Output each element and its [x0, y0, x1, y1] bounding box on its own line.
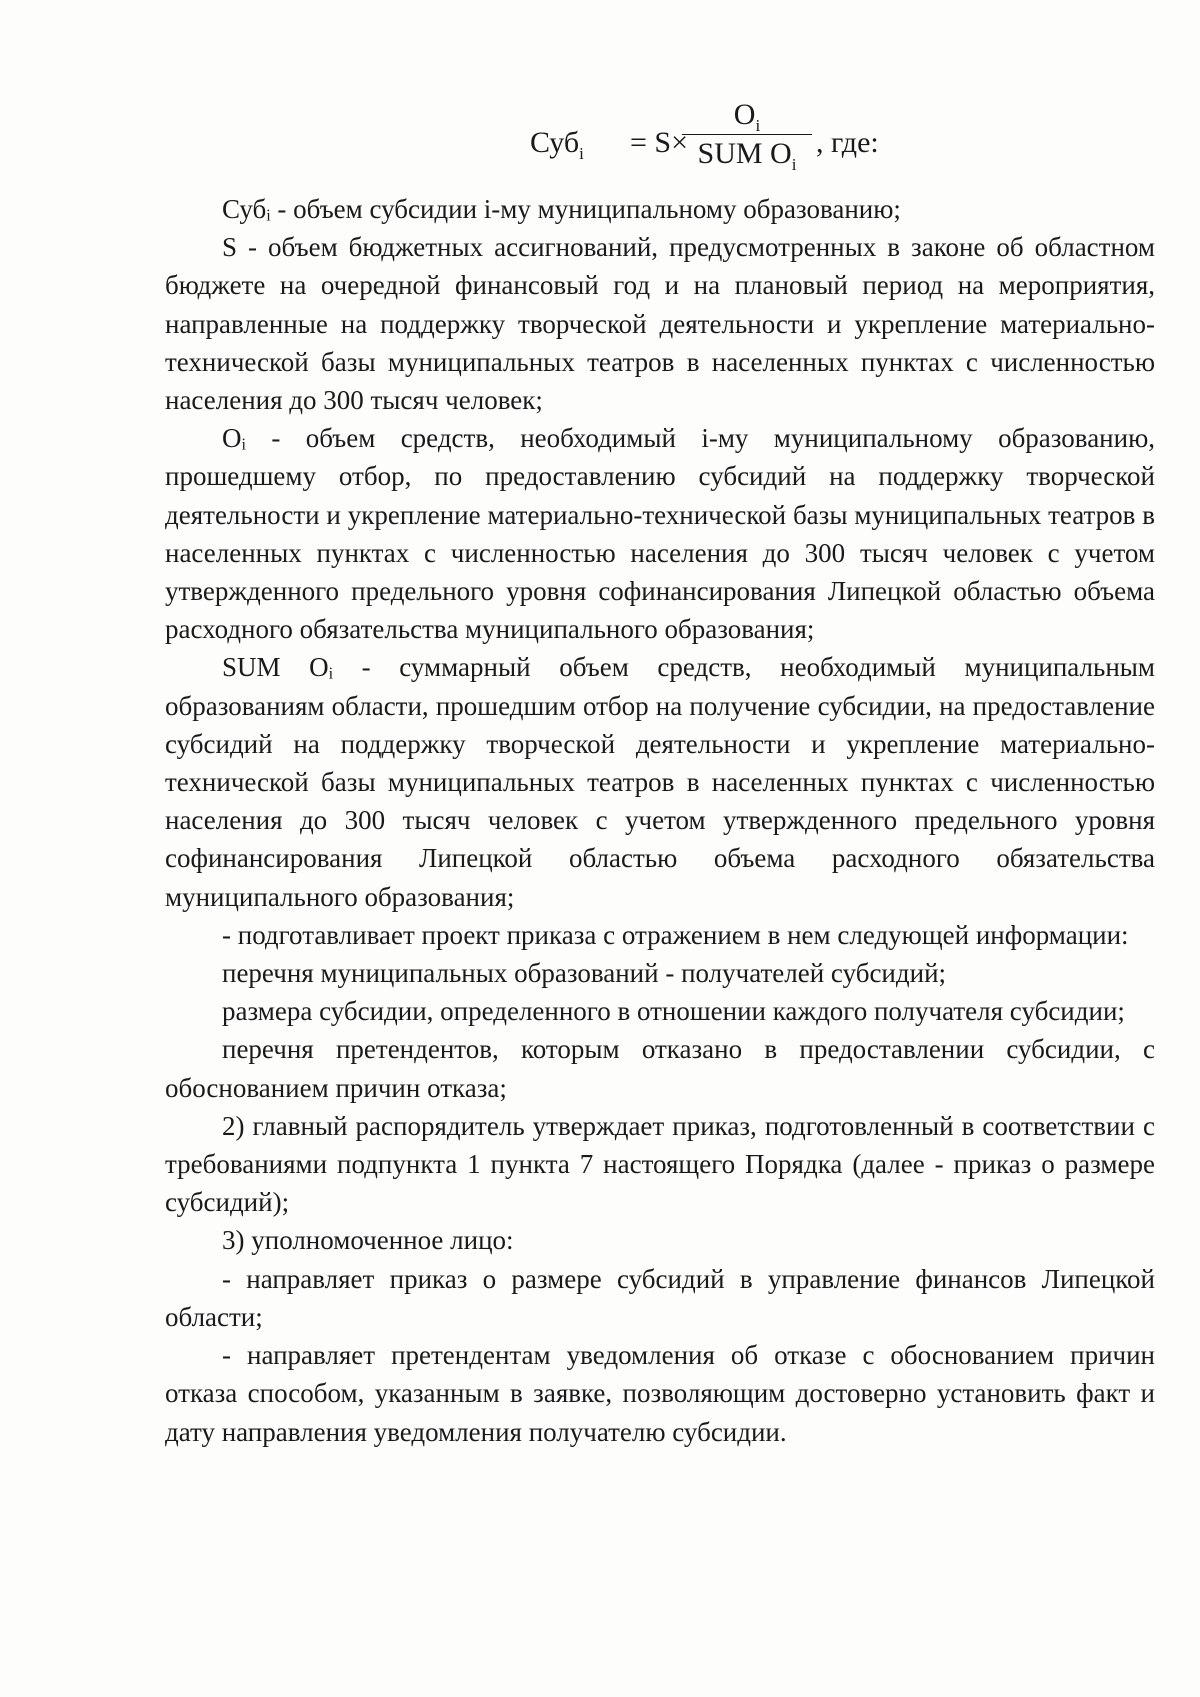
- paragraph-prepares-order: - подготавливает проект приказа с отражением в нем следующей информации:: [222, 919, 1129, 950]
- subsidy-formula: [530, 98, 950, 188]
- formula-tail: , где:: [816, 126, 879, 159]
- paragraph-s-definition: S - объем бюджетных ассигнований, предусмотренных в законе об областном бюджете на очередной финансовый год и на плановый период на мероприятия, направленные на поддержку творческой деятельности и укрепление материально-технической базы муниципальных театров в населенных пунктах с численностью населения до 300 тысяч человек;: [165, 232, 1155, 416]
- formula-fraction: [682, 98, 812, 175]
- document-body: [165, 190, 1155, 1451]
- formula-equals: = S×: [630, 126, 689, 159]
- paragraph-subsidy-size: размера субсидии, определенного в отношении каждого получателя субсидии;: [222, 996, 1125, 1027]
- formula-numerator: $O_i$: [682, 98, 812, 135]
- paragraph-sends-refusals: - направляет претендентам уведомления об отказе с обоснованием причин отказа способом, указанным в заявке, позволяющим достоверно установить факт и дату направления уведомления получателю субсидии.: [165, 1340, 1155, 1447]
- paragraph-sub-definition: Субᵢ - объем субсидии i-му муниципальному образованию;: [222, 194, 901, 224]
- paragraph-sends-order: - направляет приказ о размере субсидий в управление финансов Липецкой области;: [165, 1263, 1155, 1332]
- paragraph-sum-oi-definition: SUM Оᵢ - суммарный объем средств, необходимый муниципальным образованиям области, прошедшим отбор на получение субсидии, на предоставление субсидий на поддержку творческой деятельности и укрепление материально-технической базы муниципальных театров в населенных пунктах с численностью населения до 300 тысяч человек с учетом утвержденного предельного уровня софинансирования Липецкой областью объема расходного обязательства муниципального образования;: [165, 652, 1155, 912]
- formula-denominator: SUM $O_i$: [697, 137, 797, 174]
- paragraph-list-municipalities: перечня муниципальных образований - получателей субсидий;: [222, 958, 947, 989]
- formula-lhs: Суб$_i$: [530, 126, 584, 163]
- paragraph-oi-definition: Оᵢ - объем средств, необходимый i-му муниципальному образованию, прошедшему отбор, по предоставлению субсидий на поддержку творческой деятельности и укрепление материально-технической базы муниципальных театров в населенных пунктах с численностью населения до 300 тысяч человек с учетом утвержденного предельного уровня софинансирования Липецкой областью объема расходного обязательства муниципального образования;: [165, 423, 1155, 645]
- paragraph-item-2: 2) главный распорядитель утверждает приказ, подготовленный в соответствии с требованиями подпункта 1 пункта 7 настоящего Порядка (далее - приказ о размере субсидий);: [165, 1110, 1155, 1218]
- paragraph-refused-applicants: перечня претендентов, которым отказано в предоставлении субсидии, с обоснованием причин отказа;: [165, 1034, 1155, 1103]
- paragraph-item-3: 3) уполномоченное лицо:: [222, 1225, 514, 1256]
